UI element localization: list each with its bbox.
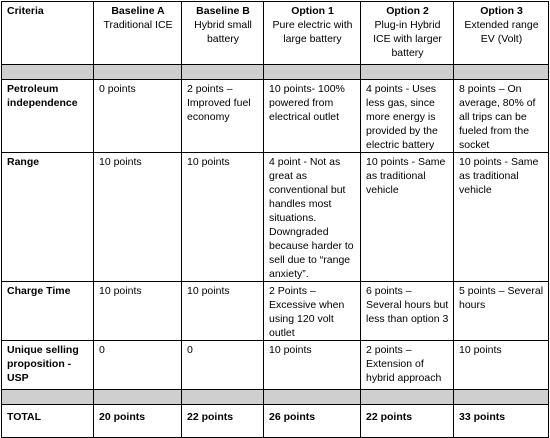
score-cell: 0 xyxy=(182,341,264,390)
table-row-range xyxy=(2,153,549,282)
column-title: Option 1 xyxy=(291,5,334,17)
score-cell: 10 points xyxy=(454,341,549,390)
criteria-header: Criteria xyxy=(2,2,94,65)
score-cell: 0 xyxy=(94,341,182,390)
criteria-label: Range xyxy=(2,153,94,282)
score-cell: 4 point - Not as great as conventional but handles most situations. Downgraded because harder to sell due to “range anxiety”. xyxy=(264,153,361,282)
total-cell: 22 points xyxy=(182,405,264,438)
header-row xyxy=(2,2,549,65)
score-cell: 10 points xyxy=(94,153,182,282)
column-subtitle: Plug-in Hybrid ICE with larger battery xyxy=(373,19,442,59)
total-row xyxy=(2,405,549,438)
total-cell: 33 points xyxy=(454,405,549,438)
total-label: TOTAL xyxy=(2,405,94,438)
column-header-option-3 xyxy=(454,2,549,65)
score-cell: 2 points – Improved fuel economy xyxy=(182,80,264,153)
column-title: Option 3 xyxy=(480,5,523,17)
column-subtitle: Traditional ICE xyxy=(103,19,173,31)
table-row-charge-time xyxy=(2,282,549,341)
column-header-baseline-b xyxy=(182,2,264,65)
column-header-option-1 xyxy=(264,2,361,65)
separator-band xyxy=(2,65,549,80)
table-row-usp xyxy=(2,341,549,390)
column-title: Baseline B xyxy=(196,5,250,17)
criteria-label: Unique selling proposition - USP xyxy=(2,341,94,390)
criteria-label: Petroleum independence xyxy=(2,80,94,153)
score-cell: 2 points – Extension of hybrid approach xyxy=(361,341,454,390)
scoring-table xyxy=(1,1,549,438)
column-header-option-2 xyxy=(361,2,454,65)
score-cell: 2 Points – Excessive when using 120 volt outlet xyxy=(264,282,361,341)
score-cell: 10 points xyxy=(264,341,361,390)
table-row-petroleum-independence xyxy=(2,80,549,153)
criteria-label: Charge Time xyxy=(2,282,94,341)
total-cell: 22 points xyxy=(361,405,454,438)
total-cell: 20 points xyxy=(94,405,182,438)
column-subtitle: Hybrid small battery xyxy=(194,19,252,45)
score-cell: 0 points xyxy=(94,80,182,153)
column-subtitle: Extended range EV (Volt) xyxy=(464,19,539,45)
score-cell: 10 points xyxy=(94,282,182,341)
score-cell: 10 points - Same as traditional vehicle xyxy=(361,153,454,282)
column-header-baseline-a xyxy=(94,2,182,65)
score-cell: 10 points xyxy=(182,282,264,341)
total-cell: 26 points xyxy=(264,405,361,438)
column-subtitle: Pure electric with large battery xyxy=(272,19,353,45)
column-title: Option 2 xyxy=(386,5,429,17)
score-cell: 8 points – On average, 80% of all trips can be fueled from the socket xyxy=(454,80,549,153)
score-cell: 10 points- 100% powered from electrical outlet xyxy=(264,80,361,153)
column-title: Baseline A xyxy=(111,5,165,17)
separator-band xyxy=(2,390,549,405)
score-cell: 5 points – Several hours xyxy=(454,282,549,341)
score-cell: 4 points - Uses less gas, since more energy is provided by the electric battery xyxy=(361,80,454,153)
score-cell: 6 points – Several hours but less than option 3 xyxy=(361,282,454,341)
score-cell: 10 points xyxy=(182,153,264,282)
score-cell: 10 points - Same as traditional vehicle xyxy=(454,153,549,282)
